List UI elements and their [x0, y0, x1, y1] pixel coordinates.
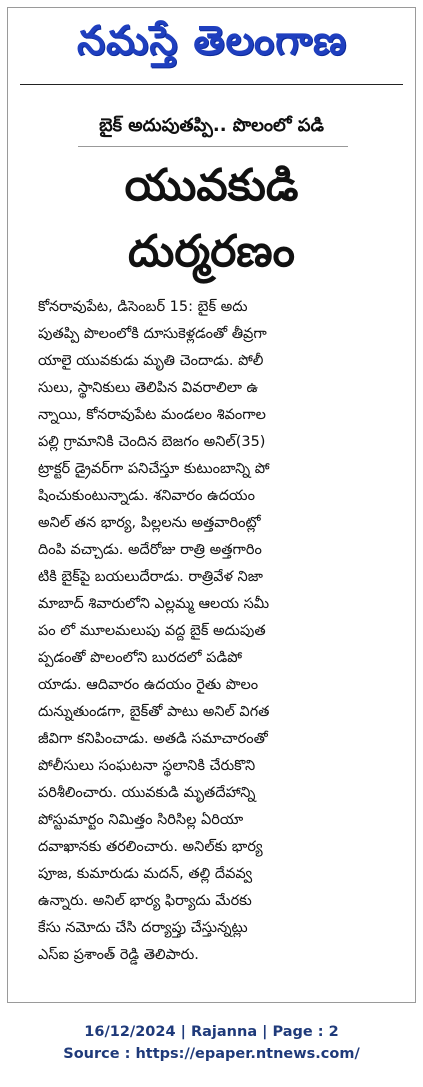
body-line: న్నాయి, కోనరావుపేట మండలం శివంగాల	[38, 407, 266, 423]
body-line: దింపి వచ్చాడు. అదేరోజు రాత్రి అత్తగారిం	[38, 542, 262, 558]
article-kicker: బైక్ అదుపుతప్పి.. పొలంలో పడి	[99, 115, 324, 136]
body-line: ట్రాక్టర్ డ్రైవర్‌గా పనిచేస్తూ కుటుంబాన్ని పో	[38, 461, 270, 477]
news-clipping	[7, 7, 416, 1003]
body-line: కేసు నమోదు చేసి దర్యాప్తు చేస్తున్నట్లు	[38, 920, 248, 936]
body-line: కోనరావుపేట, డిసెంబర్ 15: బైక్ అదు	[38, 299, 248, 315]
body-line: షించుకుంటున్నాడు. శనివారం ఉదయం	[38, 488, 255, 504]
body-line: జీవిగా కనిపించాడు. అతడి సమాచారంతో	[38, 731, 268, 747]
newspaper-masthead: నమస్తే తెలంగాణ	[76, 18, 348, 64]
body-line: దవాఖానకు తరలించారు. అనిల్‌కు భార్య	[38, 839, 263, 855]
footer-date-edition-page: 16/12/2024 | Rajanna | Page : 2	[84, 1024, 339, 1040]
body-line: ఎస్ఐ ప్రశాంత్ రెడ్డి తెలిపారు.	[38, 947, 199, 963]
body-line: అనిల్ తన భార్య, పిల్లలను అత్తవారింట్లో	[38, 515, 261, 531]
body-line: టికి బైక్‌పై బయలుదేరాడు. రాత్రివేళ నిజా	[38, 569, 263, 585]
kicker-divider	[78, 146, 348, 147]
body-line: యాలై యువకుడు మృతి చెందాడు. పోలీ	[38, 353, 264, 369]
body-line: పోలీసులు సంఘటనా స్థలానికి చేరుకొని	[38, 758, 256, 774]
body-line: పూజ, కుమారుడు మదన్, తల్లి దేవవ్వ	[38, 866, 253, 882]
masthead-divider	[20, 84, 403, 85]
body-line: పుతప్పి పొలంలోకి దూసుకెళ్లడంతో తీవ్రగా	[38, 326, 267, 342]
body-line: పోస్టుమార్టం నిమిత్తం సిరిసిల్ల ఏరియా	[38, 812, 244, 828]
body-line: ప్పడంతో పొలంలోని బురదలో పడిపో	[38, 650, 242, 666]
body-line: సులు, స్థానికులు తెలిపిన వివరాలిలా ఉ	[38, 380, 259, 396]
headline-line-1: యువకుడి	[124, 160, 299, 211]
body-line: ఉన్నారు. అనిల్ భార్య ఫిర్యాదు మేరకు	[38, 893, 252, 909]
body-line: దున్నుతుండగా, బైక్‌తో పాటు అనిల్ విగత	[38, 704, 270, 720]
body-line: పం లో మూలమలుపు వద్ద బైక్ అదుపుత	[38, 623, 266, 639]
headline-line-2: దుర్మరణం	[128, 226, 295, 277]
footer-source-link[interactable]: Source : https://epaper.ntnews.com/	[63, 1046, 360, 1062]
body-line: పరిశీలించారు. యువకుడి మృతదేహాన్ని	[38, 785, 256, 801]
body-line: యాడు. ఆదివారం ఉదయం రైతు పొలం	[38, 677, 259, 693]
body-line: మాబాద్ శివారులోని ఎల్లమ్మ ఆలయ సమీ	[38, 596, 270, 612]
article-body	[38, 294, 398, 969]
body-line: పల్లి గ్రామానికి చెందిన బెజగం అనిల్(35)	[38, 434, 266, 450]
